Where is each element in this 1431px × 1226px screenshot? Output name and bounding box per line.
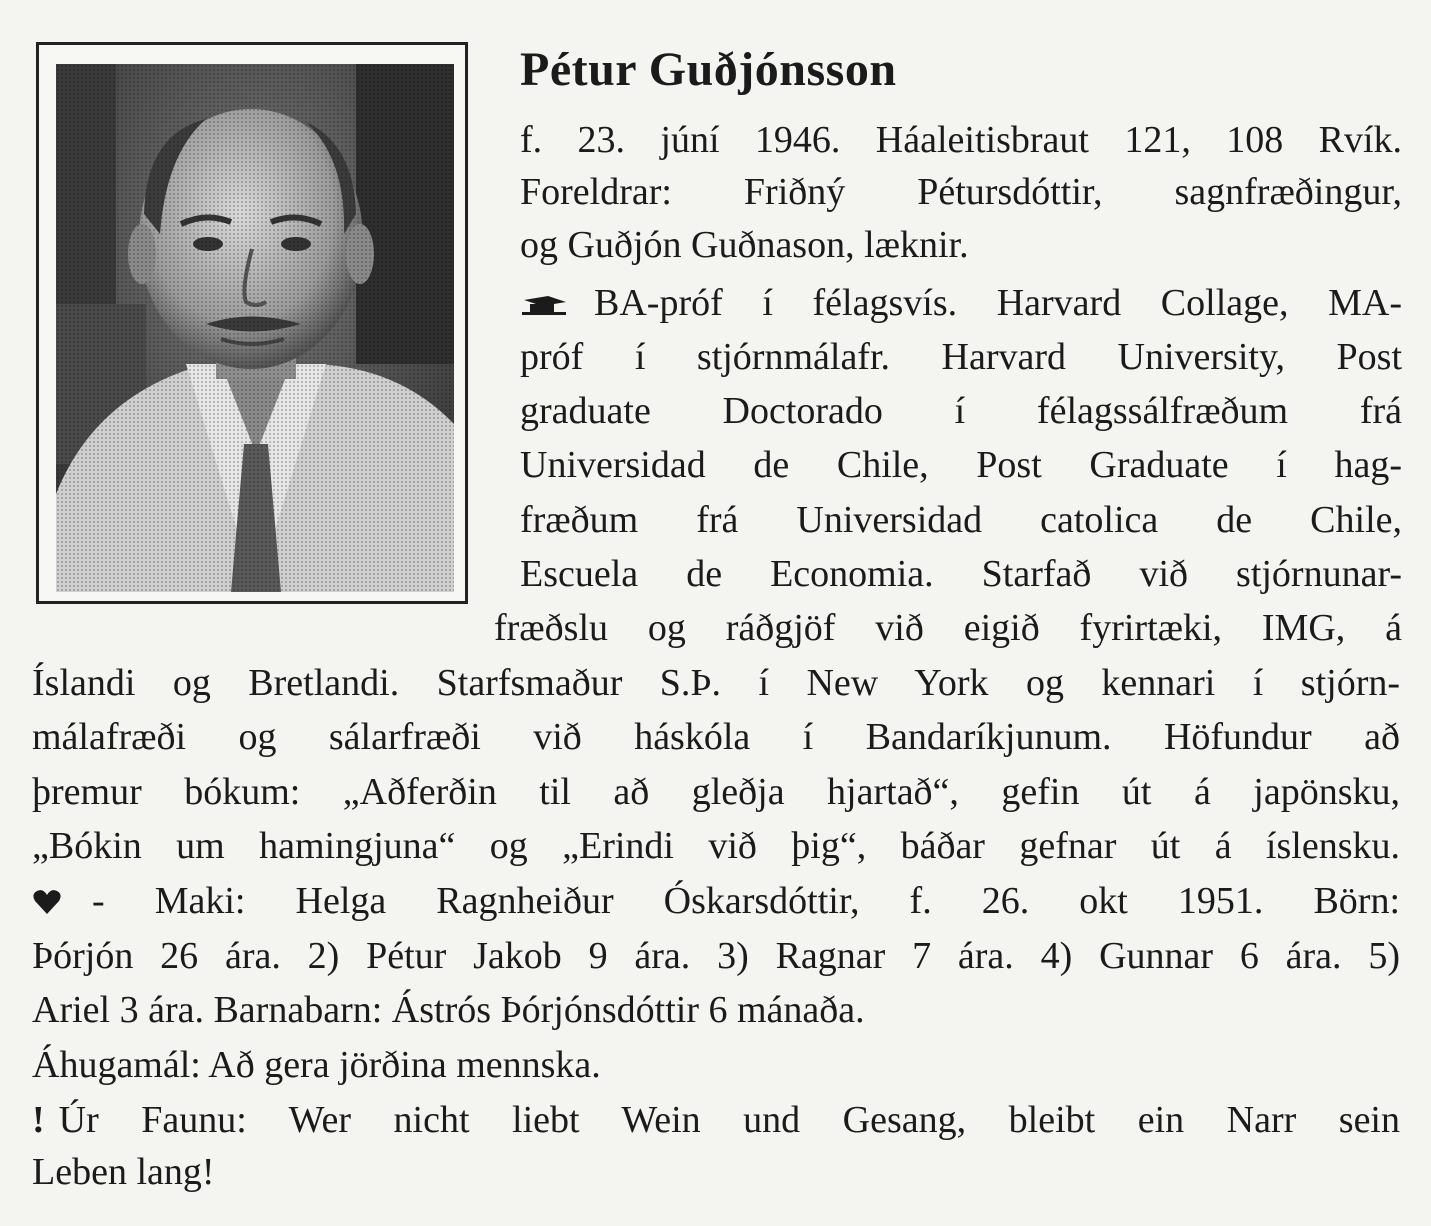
family-line-1	[32, 881, 1400, 923]
birth-address-line: f. 23. júní 1946. Háaleitisbraut 121, 108 Rvík.	[520, 119, 1402, 161]
education-text-1: BA-próf í félagsvís. Harvard Collage, MA-	[594, 282, 1402, 324]
family-line-3: Ariel 3 ára. Barnabarn: Ástrós Þórjónsdóttir 6 mánaða.	[32, 989, 865, 1031]
entry-name: Pétur Guðjónsson	[520, 43, 897, 96]
education-line-2: próf í stjórnmálafr. Harvard University, Post	[520, 336, 1402, 378]
exclamation-mark: !	[32, 1099, 45, 1141]
quote-line-1	[32, 1100, 1400, 1142]
quote-line-2: Leben lang!	[32, 1151, 215, 1193]
education-line-4: Universidad de Chile, Post Graduate í hag-	[520, 444, 1402, 486]
family-text-1: - Maki: Helga Ragnheiður Óskarsdóttir, f. 26. okt 1951. Börn:	[92, 880, 1400, 922]
quote-text-1: Úr Faunu: Wer nicht liebt Wein und Gesang, bleibt ein Narr sein	[58, 1099, 1400, 1141]
family-line-2: Þórjón 26 ára. 2) Pétur Jakob 9 ára. 3) Ragnar 7 ára. 4) Gunnar 6 ára. 5)	[32, 935, 1400, 977]
career-line-4: málafræði og sálarfræði við háskóla í Bandaríkjunum. Höfundur að	[32, 716, 1400, 758]
parents-line-1: Foreldrar: Friðný Pétursdóttir, sagnfræðingur,	[520, 171, 1402, 213]
heart-icon	[32, 888, 62, 916]
career-line-1: Escuela de Economia. Starfað við stjórnunar-	[520, 553, 1402, 595]
education-line-5: fræðum frá Universidad catolica de Chile,	[520, 499, 1402, 541]
career-line-2: fræðslu og ráðgjöf við eigið fyrirtæki, IMG, á	[494, 607, 1402, 649]
parents-line-2: og Guðjón Guðnason, læknir.	[520, 224, 969, 266]
portrait-photo	[36, 42, 468, 604]
career-line-3: Íslandi og Bretlandi. Starfsmaður S.Þ. í New York og kennari í stjórn-	[32, 662, 1400, 704]
portrait-image	[56, 64, 454, 592]
books-line-2: „Bókin um hamingjuna“ og „Erindi við þig“, báðar gefnar út á íslensku.	[32, 825, 1400, 867]
education-line-1	[520, 283, 1402, 325]
hobbies-line: Áhugamál: Að gera jörðina mennska.	[32, 1044, 601, 1086]
graduation-cap-icon	[520, 292, 570, 316]
education-line-3: graduate Doctorado í félagssálfræðum frá	[520, 390, 1402, 432]
books-line-1: þremur bókum: „Aðferðin til að gleðja hjartað“, gefin út á japönsku,	[32, 771, 1400, 813]
